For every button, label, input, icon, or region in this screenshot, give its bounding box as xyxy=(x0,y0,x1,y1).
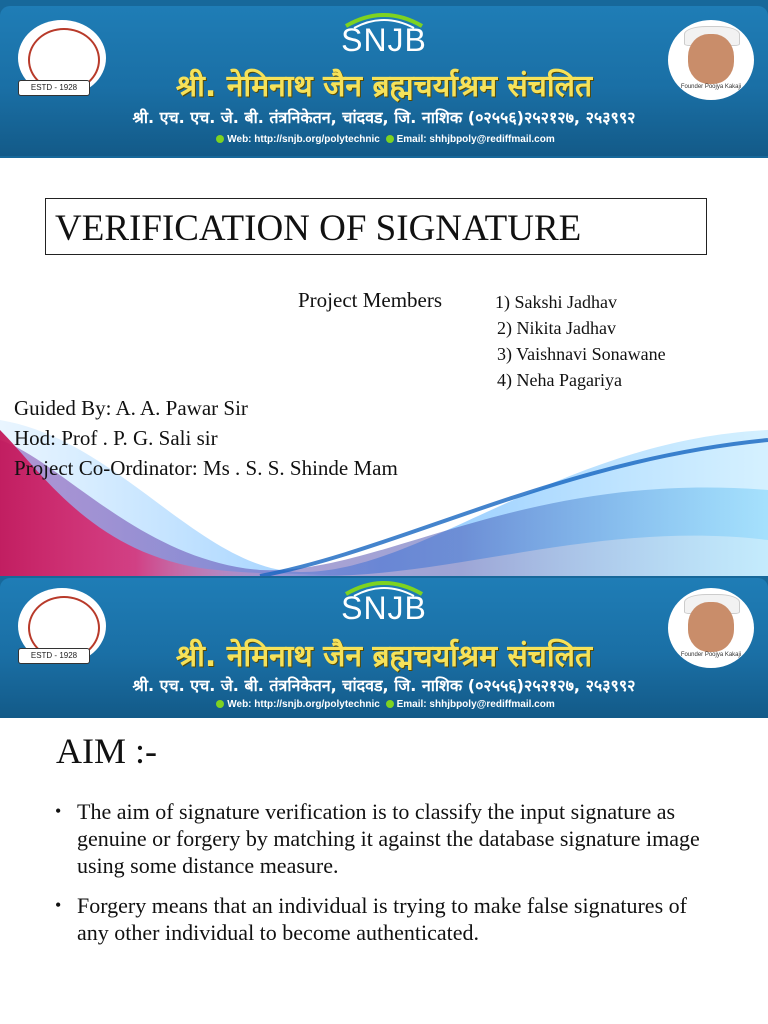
college-banner xyxy=(0,0,768,158)
aim-bullet-text: The aim of signature verification is to classify the input signature as genuine or forgery by matching it against the database signature image using some distance measure. xyxy=(77,799,700,878)
coordinator-text: Project Co-Ordinator: Ms . S. S. Shinde Mam xyxy=(14,456,398,480)
slide-2 xyxy=(0,576,768,1024)
banner-contact-line xyxy=(0,699,768,710)
college-banner xyxy=(0,576,768,718)
banner-hindi-title: श्री. नेमिनाथ जैन ब्रह्मचर्याश्रम संचलित xyxy=(175,639,593,674)
slide-title-box xyxy=(45,198,707,255)
bullet-icon: • xyxy=(55,895,62,915)
bullet-dot-icon xyxy=(386,135,394,143)
emblem-estd-label: ESTD - 1928 xyxy=(18,648,90,664)
founder-face xyxy=(688,602,734,652)
banner-web: Web: http://snjb.org/polytechnic xyxy=(227,699,380,710)
founder-photo xyxy=(668,20,754,100)
bullet-dot-icon xyxy=(386,700,394,708)
bullet-icon: • xyxy=(55,801,62,821)
member-item: 2) Nikita Jadhav xyxy=(497,318,616,338)
banner-acronym: SNJB xyxy=(341,22,427,58)
founder-caption: Founder Poojya Kakaji xyxy=(680,84,742,90)
slide-title: VERIFICATION OF SIGNATURE xyxy=(55,208,582,249)
member-item: 1) Sakshi Jadhav xyxy=(495,292,617,312)
banner-hindi-title: श्री. नेमिनाथ जैन ब्रह्मचर्याश्रम संचलित xyxy=(175,69,593,104)
banner-contact-line xyxy=(0,134,768,145)
bullet-dot-icon xyxy=(216,135,224,143)
aim-bullet-text: Forgery means that an individual is trying to make false signatures of any other individual to become authenticated. xyxy=(77,893,687,945)
member-item: 3) Vaishnavi Sonawane xyxy=(497,344,666,364)
hod-text: Hod: Prof . P. G. Sali sir xyxy=(14,426,218,450)
banner-acronym: SNJB xyxy=(341,590,427,626)
banner-email: Email: shhjbpoly@rediffmail.com xyxy=(396,699,555,710)
aim-heading: AIM :- xyxy=(56,731,157,771)
banner-hindi-address: श्री. एच. एच. जे. बी. तंत्रनिकेतन, चांदवड, जि. नाशिक (०२५५६)२५२१२७, २५३९९२ xyxy=(132,108,636,127)
project-members-label: Project Members xyxy=(298,288,443,312)
banner-email: Email: shhjbpoly@rediffmail.com xyxy=(396,134,555,145)
bullet-dot-icon xyxy=(216,700,224,708)
emblem-estd-label: ESTD - 1928 xyxy=(18,80,90,96)
banner-hindi-address: श्री. एच. एच. जे. बी. तंत्रनिकेतन, चांदवड, जि. नाशिक (०२५५६)२५२१२७, २५३९९२ xyxy=(132,676,636,695)
member-item: 4) Neha Pagariya xyxy=(497,370,622,390)
founder-caption: Founder Poojya Kakaji xyxy=(680,652,742,658)
founder-photo xyxy=(668,588,754,668)
guided-by-text: Guided By: A. A. Pawar Sir xyxy=(14,396,248,420)
banner-web: Web: http://snjb.org/polytechnic xyxy=(227,134,380,145)
founder-face xyxy=(688,34,734,84)
